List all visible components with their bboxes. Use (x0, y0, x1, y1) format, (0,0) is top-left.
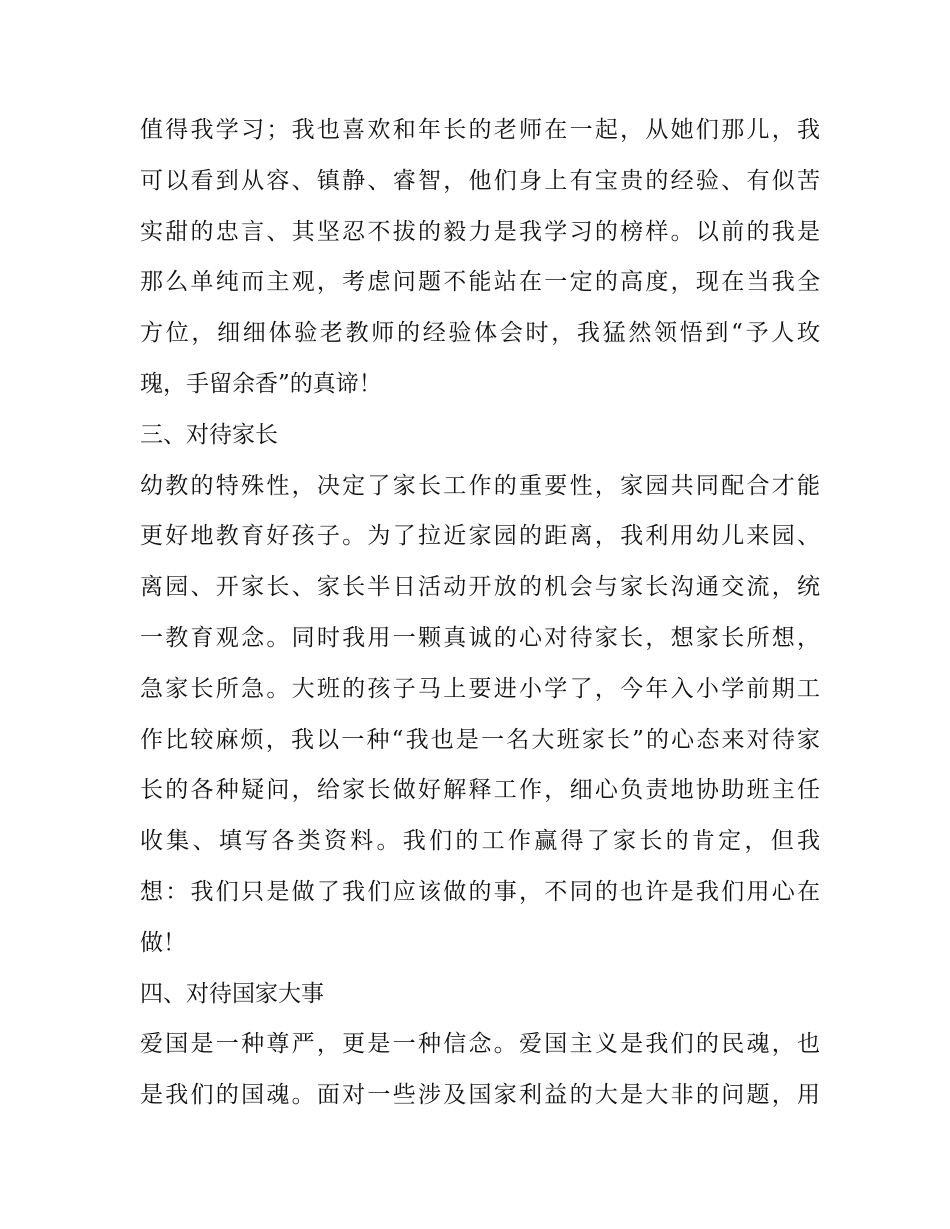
section-heading: 三、对待家长 (140, 421, 278, 448)
text-line: 值得我学习；我也喜欢和年长的老师在一起，从她们那儿，我 (140, 117, 820, 143)
text-line: 可以看到从容、镇静、睿智，他们身上有宝贵的经验、有似苦 (140, 167, 820, 194)
text-line: 瑰，手留余香”的真谛！ (140, 370, 382, 397)
section-heading: 四、对待国家大事 (140, 980, 324, 1007)
text-line: 想：我们只是做了我们应该做的事，不同的也许是我们用心在 (140, 878, 820, 905)
text-line: 实甜的忠言、其坚忍不拔的毅力是我学习的榜样。以前的我是 (140, 218, 820, 245)
text-line: 更好地教育好孩子。为了拉近家园的距离，我利用幼儿来园、 (140, 523, 820, 550)
text-line: 是我们的国魂。面对一些涉及国家利益的大是大非的问题，用 (140, 1082, 820, 1109)
text-line: 急家长所急。大班的孩子马上要进小学了，今年入小学前期工 (140, 675, 820, 702)
text-line: 离园、开家长、家长半日活动开放的机会与家长沟通交流，统 (140, 574, 820, 601)
text-line: 作比较麻烦，我以一种“我也是一名大班家长”的心态来对待家 (140, 726, 820, 753)
text-line: 爱国是一种尊严，更是一种信念。爱国主义是我们的民魂，也 (140, 1031, 820, 1058)
body-text (140, 105, 820, 1121)
text-line: 长的各种疑问，给家长做好解释工作，细心负责地协助班主任 (140, 777, 820, 804)
text-line: 那么单纯而主观，考虑问题不能站在一定的高度，现在当我全 (140, 269, 820, 296)
text-line: 做！ (140, 929, 186, 956)
text-line: 方位，细细体验老教师的经验体会时，我猛然领悟到“予人玫 (140, 320, 820, 347)
text-line: 一教育观念。同时我用一颗真诚的心对待家长，想家长所想， (140, 624, 820, 651)
text-line: 幼教的特殊性，决定了家长工作的重要性，家园共同配合才能 (140, 472, 820, 499)
text-line: 收集、填写各类资料。我们的工作赢得了家长的肯定，但我 (140, 828, 820, 855)
